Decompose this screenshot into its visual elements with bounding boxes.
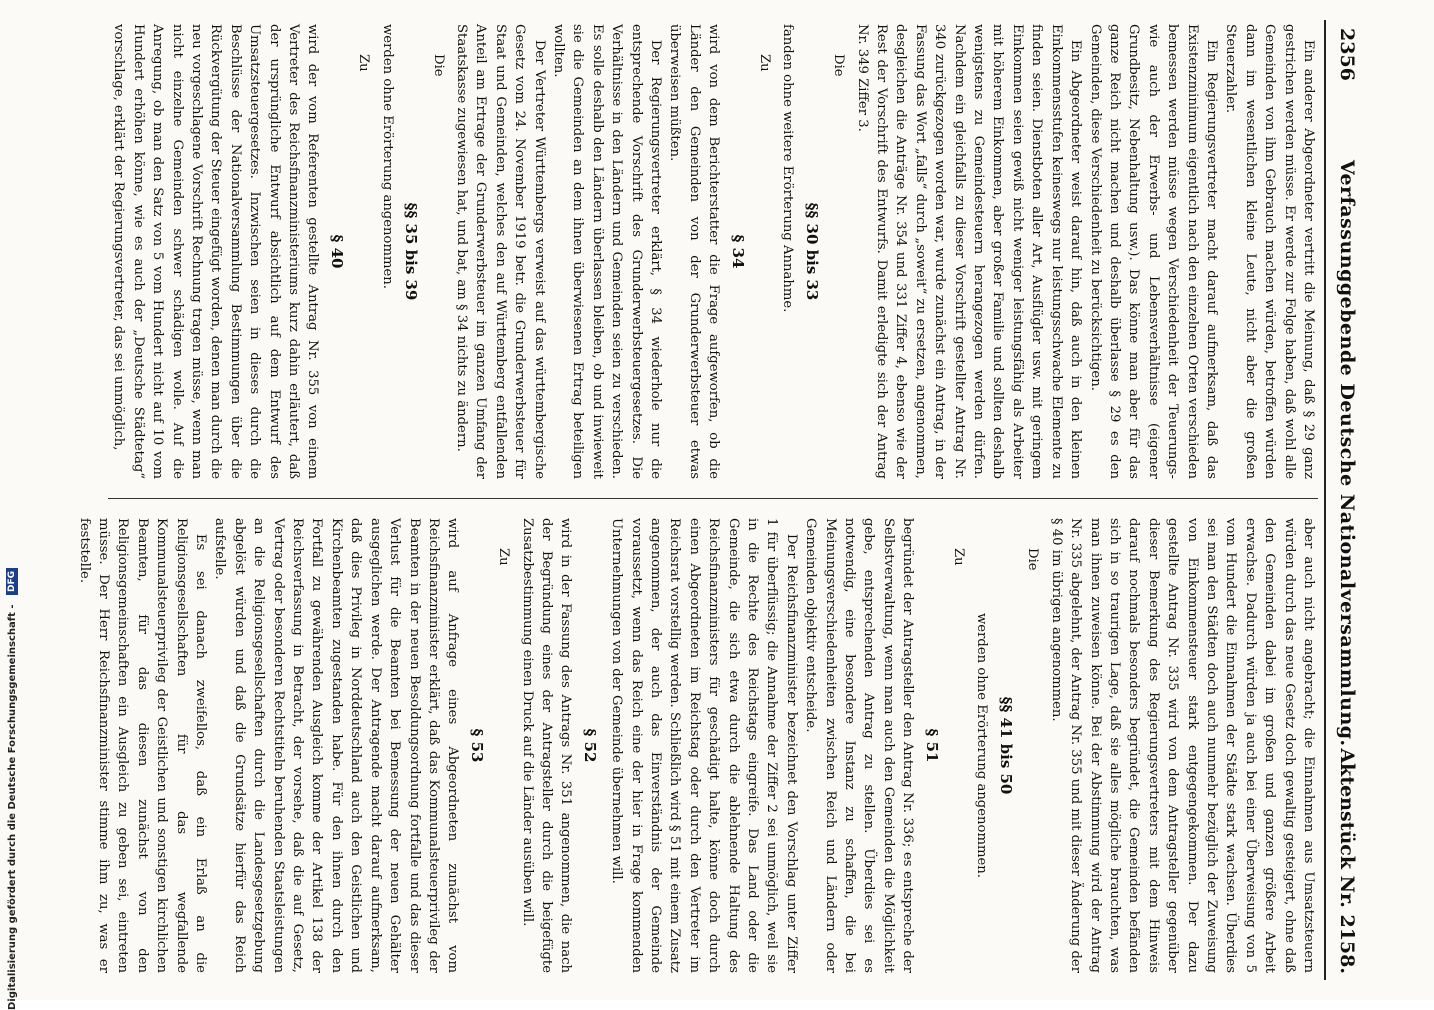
section-heading-41-50: §§ 41 bis 50 [996, 696, 1015, 795]
left-column [104, 24, 1318, 479]
paragraph: wird in der Fassung des Antrags Nr. 351 angenommen, die nach der Begründung eines der Antragsteller durch die beigefügte Zusatzbestimmung einen Druck auf die Länder ausüben will. [519, 518, 574, 973]
paragraph: begründet der Antragsteller den Antrag Nr. 336; es entspreche der Selbstverwaltung, wenn man auch den Gemeinden die Möglichkeit gebe, entsprechenden Antrag zu stellen. Überdies sei es notwendig, eine besondere Instanz zu schaffen, die bei Meinungsverschiedenheiten zwischen Reich und Ländern oder Gemeinden objektiv entscheide. [803, 518, 916, 973]
label-zu: Zu [356, 54, 372, 72]
right-column [76, 518, 1318, 973]
label-zu: Zu [757, 54, 773, 72]
label-zu: Zu [951, 548, 967, 566]
paragraph: Ein anderer Abgeordneter vertritt die Meinung, daß § 29 ganz gestrichen werden müsse. Er werde zur Folge haben, daß wohl alle Gemeinden von ihm Gebrauch machen würden, betroffen würden dann im wesentlichen kleine Leute, nicht aber die großen Steuerzahler. [1223, 24, 1316, 479]
section-heading-53: § 53 [467, 728, 486, 763]
paragraph: wird von dem Berichterstatter die Frage aufgeworfen, ob die Länder den Gemeinden von der Grunderwerbsteuer etwas überweisen müßten. [667, 24, 722, 479]
paragraph: Es sei danach zweifellos, daß ein Erlaß an die Religionsgesellschaften für das wegfallende Kommunalsteuerprivileg der Geistlichen und sonstigen kirchlichen Beamten, für das diesen zunächst von den Religionsgemeinschaften ein Ausgleich zu geben sei, eintreten müsse. Der Herr Reichsfinanzminister stimme ihm zu, was er feststelle. [76, 518, 209, 973]
page-title: Verfassunggebende Deutsche Nationalversammlung. [1336, 160, 1358, 747]
paragraph: Der Reichsfinanzminister bezeichnet den Vorschlag unter Ziffer 1 für überflüssig; die Annahme der Ziffer 2 sei unmöglich, weil sie in die Rechte des Reichstags eingreife. Das Land oder die Gemeinde, die sich etwa durch die ablehnende Haltung des Reichsfinanzministers für geschädigt halte, könne doch durch einen Abgeordneten im Reichstag oder durch den Vertreter im Reichsrat vorstellig werden. Schließlich wird § 51 mit einem Zusatz angenommen, der auch das Einverständnis der Gemeinde voraussetzt, wenn das Reich eine der hier in Frage kommenden Unternehmungen von der Gemeinde übernehmen will. [609, 518, 799, 973]
label-die: Die [831, 54, 847, 77]
paragraph: wird auf Anfrage eines Abgeordneten zunächst vom Reichsfinanzminister erklärt, daß das Kommunalsteuerprivileg der Beamten in der neuen Besoldungsordnung fortfalle und das dieser Verlust für die Beamten bei Bemessung der neuen Gehälter ausgeglichen werde. Der Antragende macht darauf aufmerksam, daß dies Privileg in Norddeutschland auch den Geistlichen und Kirchenbeamten zugestanden habe. Für den ihnen durch den Fortfall zu gewährenden Ausgleich komme der Artikel 138 der Reichsverfassung in Betracht, der vorsehe, daß die auf Gesetz, Vertrag oder besonderen Rechtstiteln beruhenden Staatsleistungen an die Religionsgesellschaften durch die Landesgesetzgebung abgelöst würden und daß die Grundsätze hierfür das Reich aufstelle. [212, 518, 461, 973]
dfg-logo: DFG [6, 568, 18, 595]
column-divider [108, 498, 1318, 499]
document-number: Aktenstück Nr. 2158. [1336, 748, 1358, 974]
section-heading-40: § 40 [327, 234, 346, 269]
header-rule [1324, 20, 1326, 980]
paragraph: aber auch nicht angebracht; die Einnahmen aus Umsatzsteuern würden durch das neue Gesetz doch gewaltig gesteigert, ohne daß den Gemeinden dabei im großen und ganzen größere Arbeit erwachse. Dadurch würden ja auch bei einer Überweisung von 5 vom Hundert die Einnahmen der Städte stark wachsen. Überdies sei man den Städten doch auch nunmehr bezüglich der Zuweisung von Einkommensteuer stark entgegengekommen. Der dazu gestellte Antrag Nr. 335 wird von dem Antragsteller gegenüber dieser Bemerkung des Regierungsvertreters mit dem Hinweis darauf nochmals besonders begründet, die Gemeinden befänden sich in so traurigen Lage, daß sie alles mögliche brauchten, was man ihnen zuweisen könne. Bei der Abstimmung wird der Antrag Nr. 335 abgelehnt, der Antrag Nr. 355 und mit dieser Änderung der § 40 im übrigen angenommen. [1048, 518, 1316, 973]
digitization-credit [6, 30, 22, 1010]
section-heading-30-33: §§ 30 bis 33 [802, 202, 821, 301]
page-header [1322, 20, 1362, 980]
section-heading-51: § 51 [922, 728, 941, 763]
label-die: Die [1025, 548, 1041, 571]
credit-text: Digitalisierung gefördert durch die Deutsche Forschungsgemeinschaft - [7, 604, 18, 1010]
document-page [76, 20, 1362, 980]
section-heading-34: § 34 [728, 234, 747, 269]
label-zu: Zu [496, 548, 512, 566]
paragraph: Ein Regierungsvertreter macht darauf aufmerksam, daß das Existenzminimum eigentlich nach den einzelnen Orten verschieden bemessen werden müsse wegen Verschiedenheit der Teuerungs- wie auch der Erwerbs- und Lebensverhältnisse (eigener Grundbesitz, Nebenhaltung usw.). Das könne man aber für das ganze Reich nicht machen und deshalb überlasse § 29 es den Gemeinden, diese Verschiedenheit zu berücksichtigen. [1087, 24, 1219, 479]
section-heading-35-39: §§ 35 bis 39 [402, 202, 421, 301]
paragraph: Der Regierungsvertreter erklärt, § 34 wiederhole nur die entsprechende Vorschrift des Grunderwerbsteuergesetzes. Die Verhältnisse in den Ländern und Gemeinden seien zu verschieden. Es solle deshalb den Ländern überlassen bleiben, ob und inwieweit sie die Gemeinden an dem ihnen überwiesenen Ertrag beteiligen wollten. [550, 24, 663, 479]
label-die: Die [430, 54, 446, 77]
page-number: 2356 [1336, 28, 1358, 81]
paragraph: Ein Abgeordneter weist darauf hin, daß auch in den kleinen Einkommensstufen keineswegs nur leistungsschwache Elemente zu finden seien. Dienstboten aller Art, Ausflügler usw. mit geringem Einkommen seien gewiß nicht weniger leistungsfähig als Arbeiter mit höherem Einkommen, aber großer Familie und sollten deshalb wenigstens zu Gemeindesteuern herangezogen werden dürfen. Nachdem ein gleichfalls zu dieser Vorschrift gestellter Antrag Nr. 340 zurückgezogen worden war, wurde zunächst ein Antrag, in der Fassung das Wort „falls“ durch „soweit“ zu ersetzen, angenommen, desgleichen die Anträge Nr. 354 und 331 Ziffer 4, ebenso wie der Rest der Vorschrift des Entwurfs. Damit erledigte sich der Antrag Nr. 349 Ziffer 3. [854, 24, 1084, 479]
paragraph: Der Vertreter Württembergs verweist auf das württembergische Gesetz vom 24. November 1919 betr. die Grunderwerbsteuer für Staat und Gemeinden, welches den auf Württemberg entfallenden Anteil am Ertrage der Grunderwerbsteuer im ganzen Umfang der Staatskasse zugewiesen hat, und bat, am § 34 nichts zu ändern. [453, 24, 547, 479]
paragraph: fanden ohne weitere Erörterung Annahme. [780, 24, 796, 313]
section-heading-52: § 52 [580, 728, 599, 763]
paragraph: werden ohne Erörterung angenommen. [974, 613, 990, 878]
paragraph: wird der vom Referenten gestellte Antrag Nr. 355 von einem Vertreter des Reichsfinanzministeriums kurz dahin erläutert, daß der ursprüngliche Entwurf absichtlich auf dem Entwurf des Umsatzsteuergesetzes. Inzwischen seien in dieses durch die Beschlüsse der Nationalversammlung Bestimmungen über die Rückvergütung der Steuer eingefügt worden, denen man durch die neu vorgeschlagene Vorschrift Rechnung tragen müsse, wenn man nicht einzelne Gemeinden schwer schädigen wolle. Auf die Anregung, ob man den Satz von 5 vom Hundert nicht auf 10 vom Hundert erhöhen könne, wie es auch der „Deutsche Städtetag“ vorschlage, erklärt der Regierungsvertreter, das sei unmöglich, [111, 24, 321, 479]
paragraph: werden ohne Erörterung angenommen. [379, 24, 395, 289]
